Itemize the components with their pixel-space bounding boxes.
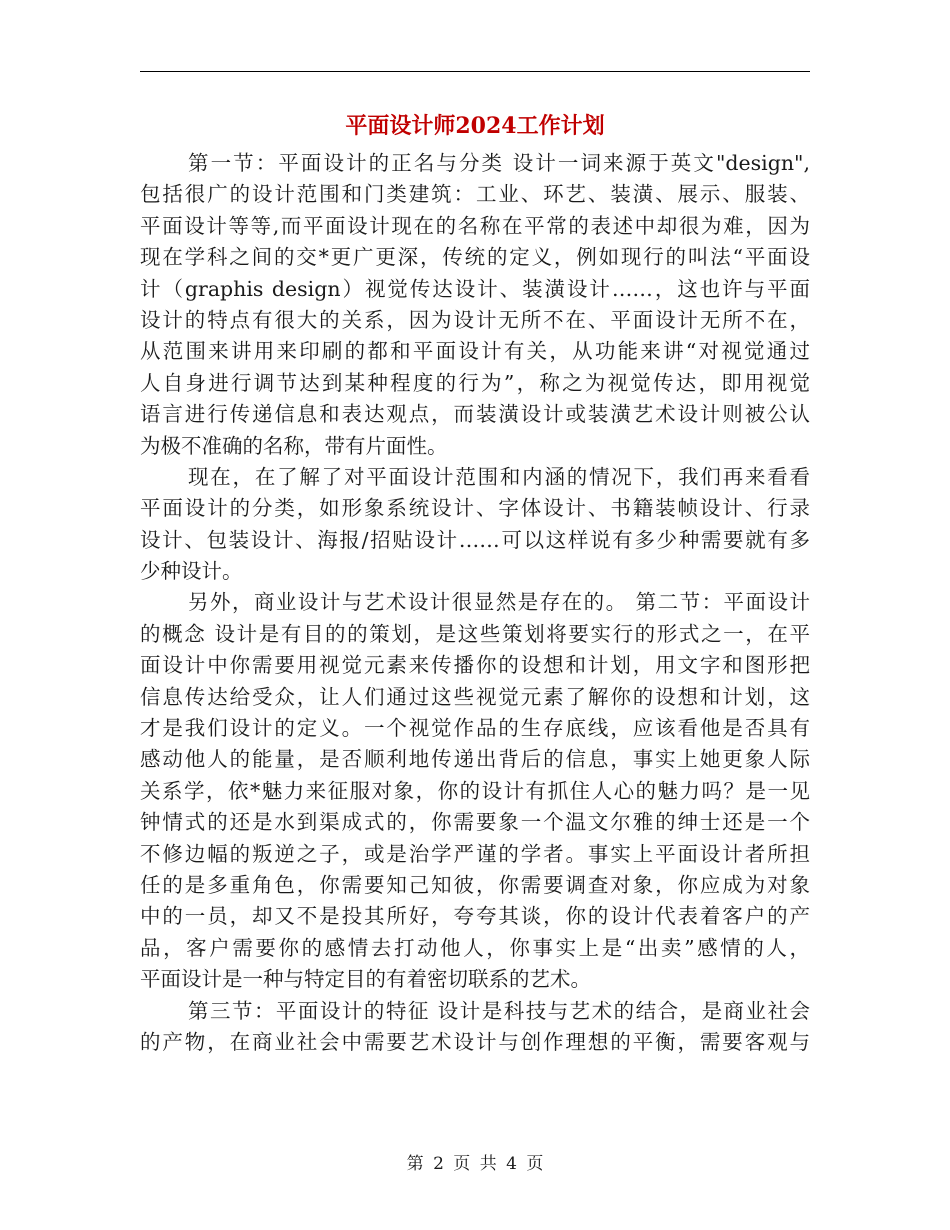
text-line: 包括很广的设计范围和门类建筑：工业、环艺、装潢、展示、服装、 [140, 182, 810, 207]
text-line: 的产物，在商业社会中需要艺术设计与创作理想的平衡，需要客观与 [140, 1029, 810, 1054]
text-line: 钟情式的还是水到渠成式的，你需要象一个温文尔雅的绅士还是一个 [140, 810, 810, 835]
header-rule [140, 71, 810, 72]
text-line: 品，客户需要你的感情去打动他人，你事实上是“出卖”感情的人， [140, 935, 810, 960]
text-line: 第三节：平面设计的特征 设计是科技与艺术的结合，是商业社会 [188, 998, 810, 1023]
page-footer: 第 2 页 共 4 页 [406, 1154, 544, 1174]
text-line: 少种设计。 [140, 559, 243, 584]
text-line: 面设计中你需要用视觉元素来传播你的设想和计划，用文字和图形把 [140, 653, 810, 678]
document-body [140, 148, 810, 1058]
text-line: 第一节：平面设计的正名与分类 设计一词来源于英文"design", [188, 151, 810, 175]
text-line: 设计的特点有很大的关系，因为设计无所不在、平面设计无所不在， [140, 307, 810, 332]
text-line: 另外，商业设计与艺术设计很显然是存在的。 第二节：平面设计 [188, 590, 810, 615]
text-line: 感动他人的能量，是否顺利地传递出背后的信息，事实上她更象人际 [140, 747, 810, 772]
text-line: 平面设计的分类，如形象系统设计、字体设计、书籍装帧设计、行录 [140, 496, 810, 521]
text-line: 平面设计是一种与特定目的有着密切联系的艺术。 [140, 967, 591, 992]
document-title: 平面设计师2024工作计划 [345, 113, 605, 139]
text-line: 平面设计等等,而平面设计现在的名称在平常的表述中却很为难，因为 [140, 213, 810, 238]
text-line: 设计、包装设计、海报/招贴设计……可以这样说有多少种需要就有多 [140, 527, 810, 552]
text-line: 不修边幅的叛逆之子，或是治学严谨的学者。事实上平面设计者所担 [140, 841, 810, 866]
text-line: 中的一员，却又不是投其所好，夸夸其谈，你的设计代表着客户的产 [140, 904, 810, 929]
text-line: 语言进行传递信息和表达观点，而装潢设计或装潢艺术设计则被公认 [140, 402, 810, 427]
text-line: 从范围来讲用来印刷的都和平面设计有关，从功能来讲“对视觉通过 [140, 339, 810, 364]
text-line: 为极不准确的名称，带有片面性。 [140, 433, 448, 458]
text-line: 的概念 设计是有目的的策划，是这些策划将要实行的形式之一，在平 [140, 621, 810, 646]
text-line: 人自身进行调节达到某种程度的行为”，称之为视觉传达，即用视觉 [140, 370, 810, 395]
text-line: 现在，在了解了对平面设计范围和内涵的情况下，我们再来看看 [188, 464, 810, 489]
text-line: 计（graphis design）视觉传达设计、装潢设计……，这也许与平面 [140, 276, 810, 301]
text-line: 现在学科之间的交*更广更深，传统的定义，例如现行的叫法“平面设 [140, 245, 810, 270]
text-line: 任的是多重角色，你需要知己知彼，你需要调查对象，你应成为对象 [140, 872, 810, 897]
text-line: 信息传达给受众，让人们通过这些视觉元素了解你的设想和计划，这 [140, 684, 810, 709]
text-line: 才是我们设计的定义。一个视觉作品的生存底线，应该看他是否具有 [140, 716, 810, 741]
text-line: 关系学，依*魅力来征服对象，你的设计有抓住人心的魅力吗？是一见 [140, 778, 810, 803]
